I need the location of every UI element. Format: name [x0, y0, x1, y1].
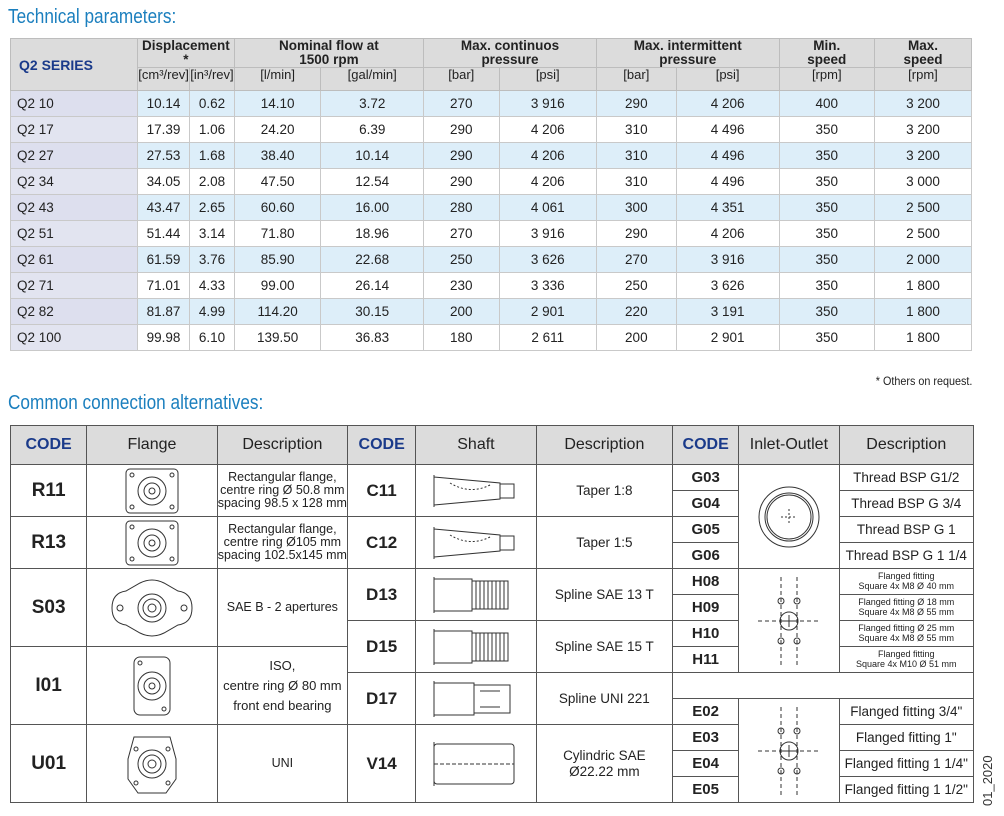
table-cell: 12.54 — [321, 169, 424, 195]
description-line: Square 4x M8 Ø 40 mm — [858, 580, 955, 591]
table-cell: 3 916 — [499, 91, 596, 117]
table-cell: 38.40 — [234, 143, 321, 169]
port-image-cell — [739, 569, 839, 673]
port-code: H08 — [691, 573, 720, 590]
description-line: Flanged fitting 3/4" — [850, 704, 963, 719]
unit-label: [rpm] — [874, 68, 971, 91]
port-code-cell — [673, 751, 739, 777]
table-cell: 4 496 — [676, 117, 779, 143]
description-line: Flanged fitting — [878, 571, 935, 581]
description-line: Thread BSP G1/2 — [853, 470, 960, 485]
port-code: E02 — [692, 703, 719, 720]
shaft-code-cell — [348, 673, 416, 725]
shaft-code-cell — [348, 465, 416, 517]
shaft-header: Shaft — [416, 426, 536, 465]
port-image-cell — [739, 699, 839, 803]
description-line: UNI — [271, 756, 294, 770]
unit-label: [cm³/rev] — [138, 68, 190, 91]
table-cell: 24.20 — [234, 117, 321, 143]
table-cell: 1 800 — [874, 299, 971, 325]
description-line: Thread BSP G 3/4 — [851, 496, 962, 511]
description-line: Flanged fitting — [878, 649, 935, 659]
table-row — [11, 91, 972, 117]
unit-label: [l/min] — [234, 68, 321, 91]
unit-label: [rpm] — [779, 68, 874, 91]
table-cell: 3.72 — [321, 91, 424, 117]
port-code-cell — [673, 465, 739, 491]
description-line: Square 4x M8 Ø 55 mm — [858, 632, 955, 643]
table-cell: 14.10 — [234, 91, 321, 117]
port-image-cell — [739, 465, 839, 569]
model-name: Q2 100 — [11, 325, 138, 351]
table-cell: 350 — [779, 247, 874, 273]
unit-label: [in³/rev] — [190, 68, 235, 91]
table-cell: 99.98 — [138, 325, 190, 351]
table-cell: 2 901 — [676, 325, 779, 351]
model-name: Q2 34 — [11, 169, 138, 195]
group-header-max-speed: Max. speed — [874, 39, 971, 68]
port-code: G03 — [691, 469, 720, 486]
table-cell: 180 — [424, 325, 500, 351]
table-cell: 3 626 — [499, 247, 596, 273]
table-cell: 4 351 — [676, 195, 779, 221]
shaft-description — [536, 569, 672, 621]
description-line: Flanged fitting 1 1/2" — [844, 782, 968, 797]
model-name: Q2 10 — [11, 91, 138, 117]
table-cell: 200 — [424, 299, 500, 325]
shaft-code: D17 — [366, 688, 398, 708]
table-cell: 4 061 — [499, 195, 596, 221]
table-cell: 4 206 — [499, 143, 596, 169]
table-cell: 350 — [779, 117, 874, 143]
port-code: G06 — [691, 547, 720, 564]
shaft-description — [536, 621, 672, 673]
table-cell: 350 — [779, 169, 874, 195]
table-cell: 30.15 — [321, 299, 424, 325]
table-cell: 10.14 — [138, 91, 190, 117]
table-cell: 270 — [424, 221, 500, 247]
table-cell: 10.14 — [321, 143, 424, 169]
inlet-outlet-header: Inlet-Outlet — [739, 426, 839, 465]
description-line: centre ring Ø 80 mm — [223, 677, 342, 693]
shaft-image-cell — [416, 517, 536, 569]
port-drawing-icon — [754, 475, 824, 559]
table-cell: 290 — [596, 91, 676, 117]
port-code: H11 — [692, 651, 719, 668]
technical-parameters-table — [10, 38, 972, 351]
flange-description — [217, 465, 347, 517]
flange-code-cell — [11, 517, 87, 569]
table-cell: 2.08 — [190, 169, 235, 195]
table-cell: 6.39 — [321, 117, 424, 143]
shaft-drawing-icon — [430, 734, 522, 794]
document-code: 01_2020 — [980, 755, 995, 806]
table-cell: 0.62 — [190, 91, 235, 117]
description-line: Rectangular flange, — [228, 470, 337, 484]
description-line: Taper 1:8 — [576, 482, 633, 498]
flange-drawing-icon — [104, 467, 200, 515]
flange-drawing-icon — [104, 729, 200, 799]
unit-label: [bar] — [596, 68, 676, 91]
flange-code-cell — [11, 647, 87, 725]
port-description — [839, 517, 973, 543]
table-cell: 4 496 — [676, 143, 779, 169]
port-description — [839, 777, 973, 803]
table-cell: 300 — [596, 195, 676, 221]
flange-code-cell — [11, 725, 87, 803]
description-line: Spline SAE 15 T — [554, 638, 654, 654]
shaft-drawing-icon — [430, 469, 522, 513]
table-cell: 3 626 — [676, 273, 779, 299]
table-cell: 85.90 — [234, 247, 321, 273]
table-row — [11, 117, 972, 143]
model-name: Q2 71 — [11, 273, 138, 299]
table-row — [11, 299, 972, 325]
unit-label: [bar] — [424, 68, 500, 91]
group-header-displacement: Displacement * — [138, 39, 235, 68]
table-row — [11, 247, 972, 273]
table-cell: 81.87 — [138, 299, 190, 325]
flange-image-cell — [87, 647, 217, 725]
table-cell: 350 — [779, 325, 874, 351]
table-cell: 3 200 — [874, 143, 971, 169]
table-cell: 43.47 — [138, 195, 190, 221]
table-cell: 4 206 — [499, 169, 596, 195]
description-line: Taper 1:5 — [576, 534, 633, 550]
table-cell: 2 000 — [874, 247, 971, 273]
port-description — [839, 751, 973, 777]
description-line: Flanged fitting 1 1/4" — [844, 756, 968, 771]
flange-code: I01 — [35, 674, 62, 696]
shaft-image-cell — [416, 725, 536, 803]
port-drawing-icon — [754, 703, 824, 799]
table-cell: 1 800 — [874, 325, 971, 351]
port-description — [839, 543, 973, 569]
table-cell: 1.68 — [190, 143, 235, 169]
table-cell: 1 800 — [874, 273, 971, 299]
table-cell: 71.80 — [234, 221, 321, 247]
port-code: E03 — [692, 729, 719, 746]
description-line: Cylindric SAE — [563, 747, 646, 763]
port-code-cell — [673, 595, 739, 621]
flange-drawing-icon — [104, 651, 200, 721]
table-cell: 310 — [596, 169, 676, 195]
table-cell: 350 — [779, 273, 874, 299]
port-description — [839, 647, 973, 673]
shaft-description — [536, 673, 672, 725]
table-cell: 99.00 — [234, 273, 321, 299]
shaft-image-cell — [416, 673, 536, 725]
description-line: ISO, — [269, 657, 296, 673]
table-cell: 3 916 — [499, 221, 596, 247]
shaft-code: V14 — [366, 753, 397, 773]
shaft-description — [536, 725, 672, 803]
series-label: Q2 SERIES — [11, 39, 138, 91]
description-line: Spline UNI 221 — [558, 690, 650, 706]
table-cell: 17.39 — [138, 117, 190, 143]
unit-label: [gal/min] — [321, 68, 424, 91]
table-cell: 290 — [596, 221, 676, 247]
shaft-image-cell — [416, 465, 536, 517]
table-cell: 18.96 — [321, 221, 424, 247]
table-cell: 1.06 — [190, 117, 235, 143]
table-cell: 270 — [596, 247, 676, 273]
connections-heading: Common connection alternatives: — [8, 392, 264, 414]
port-code: G04 — [691, 495, 720, 512]
shaft-code: C11 — [366, 480, 397, 500]
table-row — [11, 273, 972, 299]
table-cell: 290 — [424, 143, 500, 169]
table-cell: 310 — [596, 117, 676, 143]
flange-description — [217, 517, 347, 569]
port-code-cell — [673, 569, 739, 595]
flange-image-cell — [87, 569, 217, 647]
port-description — [839, 595, 973, 621]
table-cell: 2.65 — [190, 195, 235, 221]
flange-description — [217, 647, 347, 725]
table-cell: 350 — [779, 195, 874, 221]
description-line: centre ring Ø105 mm — [223, 535, 342, 549]
table-cell: 3.14 — [190, 221, 235, 247]
port-description — [839, 699, 973, 725]
description-line: SAE B - 2 apertures — [226, 600, 338, 614]
group-header-flow: Nominal flow at 1500 rpm — [234, 39, 423, 68]
port-code: E05 — [692, 781, 719, 798]
footnote: * Others on request. — [875, 374, 972, 388]
table-cell: 36.83 — [321, 325, 424, 351]
table-cell: 250 — [424, 247, 500, 273]
port-code-cell — [673, 621, 739, 647]
table-cell: 4.99 — [190, 299, 235, 325]
table-cell: 26.14 — [321, 273, 424, 299]
table-row — [11, 221, 972, 247]
port-code: E04 — [692, 755, 719, 772]
table-cell: 3 916 — [676, 247, 779, 273]
table-cell: 290 — [424, 169, 500, 195]
shaft-code-cell — [348, 621, 416, 673]
table-cell: 4 206 — [499, 117, 596, 143]
table-row — [11, 325, 972, 351]
table-cell: 4 206 — [676, 221, 779, 247]
description-line: Thread BSP G 1 — [856, 522, 956, 537]
flange-image-cell — [87, 725, 217, 803]
port-code-cell — [673, 517, 739, 543]
port-code: H10 — [691, 625, 720, 642]
port-code-cell — [673, 725, 739, 751]
port-description — [839, 491, 973, 517]
description-line: Flanged fitting 1" — [855, 730, 957, 745]
flange-image-cell — [87, 465, 217, 517]
shaft-code-cell — [348, 517, 416, 569]
table-cell: 4.33 — [190, 273, 235, 299]
port-description — [839, 621, 973, 647]
table-cell: 27.53 — [138, 143, 190, 169]
description-header: Description — [839, 426, 973, 465]
description-header: Description — [536, 426, 672, 465]
shaft-code-cell — [348, 569, 416, 621]
port-code-cell — [673, 777, 739, 803]
table-cell: 3 200 — [874, 91, 971, 117]
description-line: spacing 102.5x145 mm — [217, 548, 347, 562]
table-cell: 2 500 — [874, 221, 971, 247]
shaft-drawing-icon — [430, 677, 522, 721]
port-description — [839, 725, 973, 751]
table-cell: 2 611 — [499, 325, 596, 351]
table-cell: 350 — [779, 299, 874, 325]
description-line: Thread BSP G 1 1/4 — [845, 548, 967, 563]
table-cell: 47.50 — [234, 169, 321, 195]
flange-code-cell — [11, 569, 87, 647]
flange-drawing-icon — [104, 519, 200, 567]
shaft-code-cell — [348, 725, 416, 803]
table-cell: 2 901 — [499, 299, 596, 325]
description-line: Rectangular flange, — [228, 522, 337, 536]
table-cell: 4 496 — [676, 169, 779, 195]
description-line: Square 4x M10 Ø 51 mm — [856, 658, 957, 669]
table-cell: 114.20 — [234, 299, 321, 325]
table-cell: 34.05 — [138, 169, 190, 195]
table-cell: 3 191 — [676, 299, 779, 325]
table-cell: 2 500 — [874, 195, 971, 221]
code-header: CODE — [673, 426, 739, 465]
group-header-min-speed: Min. speed — [779, 39, 874, 68]
shaft-description — [536, 517, 672, 569]
description-line: Flanged fitting Ø 25 mm — [858, 623, 955, 633]
description-line: Ø22.22 mm — [569, 763, 640, 779]
code-header: CODE — [348, 426, 416, 465]
flange-code: S03 — [31, 596, 66, 618]
flange-header: Flange — [87, 426, 217, 465]
empty-cell — [673, 673, 974, 699]
shaft-code: D13 — [366, 584, 398, 604]
code-header: CODE — [11, 426, 87, 465]
group-header-cont-pressure: Max. continuos pressure — [424, 39, 597, 68]
shaft-image-cell — [416, 569, 536, 621]
port-code-cell — [673, 543, 739, 569]
table-cell: 60.60 — [234, 195, 321, 221]
table-cell: 230 — [424, 273, 500, 299]
flange-code: U01 — [31, 752, 67, 774]
table-cell: 310 — [596, 143, 676, 169]
shaft-drawing-icon — [430, 573, 522, 617]
table-cell: 280 — [424, 195, 500, 221]
model-name: Q2 82 — [11, 299, 138, 325]
port-drawing-icon — [754, 573, 824, 669]
description-line: Spline SAE 13 T — [554, 586, 654, 602]
shaft-image-cell — [416, 621, 536, 673]
table-cell: 61.59 — [138, 247, 190, 273]
description-line: front end bearing — [233, 697, 332, 713]
description-header: Description — [217, 426, 347, 465]
table-cell: 6.10 — [190, 325, 235, 351]
model-name: Q2 27 — [11, 143, 138, 169]
model-name: Q2 61 — [11, 247, 138, 273]
table-cell: 22.68 — [321, 247, 424, 273]
table-cell: 4 206 — [676, 91, 779, 117]
table-cell: 3 336 — [499, 273, 596, 299]
description-line: spacing 98.5 x 128 mm — [217, 496, 347, 510]
flange-description — [217, 725, 347, 803]
table-row — [11, 143, 972, 169]
port-code: H09 — [691, 599, 720, 616]
table-cell: 200 — [596, 325, 676, 351]
flange-image-cell — [87, 517, 217, 569]
shaft-description — [536, 465, 672, 517]
description-line: Square 4x M8 Ø 55 mm — [858, 606, 955, 617]
flange-code-cell — [11, 465, 87, 517]
model-name: Q2 43 — [11, 195, 138, 221]
shaft-code: C12 — [366, 532, 398, 552]
table-cell: 220 — [596, 299, 676, 325]
table-cell: 71.01 — [138, 273, 190, 299]
table-cell: 250 — [596, 273, 676, 299]
flange-description — [217, 569, 347, 647]
shaft-drawing-icon — [430, 521, 522, 565]
table-cell: 139.50 — [234, 325, 321, 351]
table-cell: 400 — [779, 91, 874, 117]
port-code-cell — [673, 647, 739, 673]
table-row — [11, 195, 972, 221]
port-description — [839, 465, 973, 491]
technical-heading: Technical parameters: — [8, 6, 177, 28]
port-description — [839, 569, 973, 595]
shaft-code: D15 — [366, 636, 398, 656]
table-cell: 3 000 — [874, 169, 971, 195]
model-name: Q2 17 — [11, 117, 138, 143]
table-cell: 16.00 — [321, 195, 424, 221]
unit-label: [psi] — [499, 68, 596, 91]
table-cell: 51.44 — [138, 221, 190, 247]
table-cell: 3 200 — [874, 117, 971, 143]
group-header-int-pressure: Max. intermittent pressure — [596, 39, 779, 68]
description-line: Flanged fitting Ø 18 mm — [858, 597, 955, 607]
flange-code: R13 — [31, 531, 67, 553]
port-code-cell — [673, 491, 739, 517]
table-row — [11, 169, 972, 195]
table-cell: 350 — [779, 221, 874, 247]
flange-code: R11 — [31, 479, 66, 501]
description-line: centre ring Ø 50.8 mm — [220, 483, 345, 497]
table-cell: 3.76 — [190, 247, 235, 273]
table-cell: 290 — [424, 117, 500, 143]
table-cell: 270 — [424, 91, 500, 117]
unit-label: [psi] — [676, 68, 779, 91]
connection-alternatives-table — [10, 425, 974, 803]
table-cell: 350 — [779, 143, 874, 169]
shaft-drawing-icon — [430, 625, 522, 669]
port-code-cell — [673, 699, 739, 725]
flange-drawing-icon — [104, 573, 200, 643]
model-name: Q2 51 — [11, 221, 138, 247]
port-code: G05 — [691, 521, 720, 538]
